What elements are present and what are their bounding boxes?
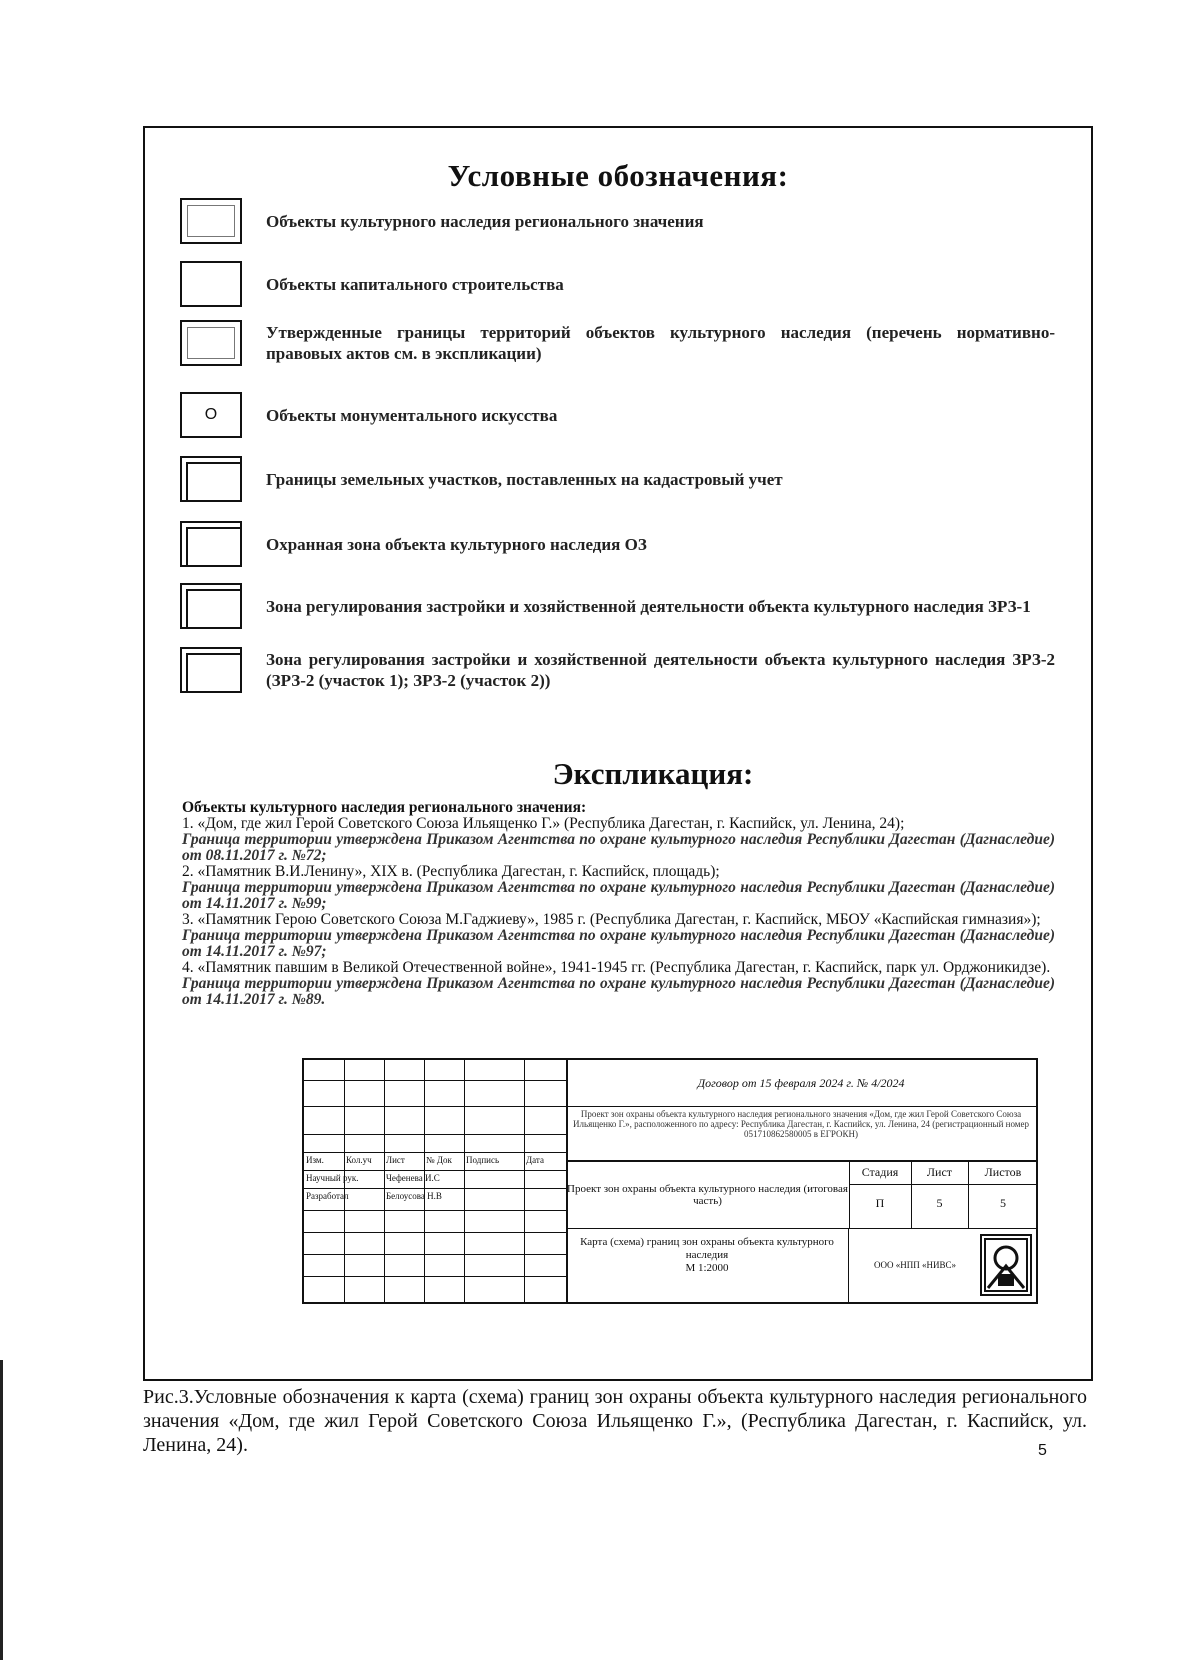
- contract-line: Договор от 15 февраля 2024 г. № 4/2024: [566, 1060, 1036, 1107]
- map-name-text: Карта (схема) границ зон охраны объекта культурного наследия: [580, 1236, 834, 1261]
- explication-body: [182, 800, 1055, 1008]
- legend-item: [180, 456, 1055, 502]
- stage-value: П: [875, 1196, 885, 1210]
- legend-item-label: Объекты капитального строительства: [266, 274, 564, 294]
- legend-title: Условные обозначения:: [447, 158, 789, 193]
- legend-item: [180, 261, 1055, 307]
- legend-item: [180, 320, 1055, 366]
- col-sign: Подпись: [466, 1155, 500, 1165]
- explication-note: Граница территории утверждена Приказом Агентства по охране культурного наследия Республики Дагестан (Дагнаследие) от 14.11.2017 г. №99;: [182, 879, 1055, 912]
- page-number: 5: [1038, 1442, 1047, 1459]
- legend-item: [180, 198, 1055, 244]
- staff-name-1: Чефенева И.С: [386, 1173, 440, 1183]
- col-izm: Изм.: [306, 1155, 324, 1165]
- col-kol: Кол.уч: [346, 1155, 372, 1165]
- title-block: [302, 1058, 1038, 1304]
- project-name: Проект зон охраны объекта культурного наследия (итоговая часть): [566, 1162, 850, 1229]
- explication-entry: 1. «Дом, где жил Герой Советского Союза Ильященко Г.» (Республика Дагестан, г. Каспийск, ул. Ленина, 24);: [182, 815, 905, 832]
- col-doc: № Док: [426, 1155, 452, 1165]
- legend-symbol-icon: [180, 320, 242, 366]
- stage-header: Стадия: [861, 1165, 899, 1179]
- legend-item-label: Зона регулирования застройки и хозяйственной деятельности объекта культурного наследия ЗРЗ-2 (ЗРЗ-2 (участок 1); ЗРЗ-2 (участок 2)): [266, 650, 1055, 690]
- drawing-frame: [143, 126, 1093, 1381]
- sheet-value: 5: [936, 1196, 943, 1210]
- figure-caption: Рис.3.Условные обозначения к карта (схема) границ зон охраны объекта культурного наследия регионального значения «Дом, где жил Герой Советского Союза Ильященко Г.», (Республика Дагестан, г. Каспийск, ул. Ленина, 24).: [143, 1386, 1087, 1456]
- explication-title: Экспликация:: [552, 756, 754, 791]
- staff-name-2: Белоусова Н.В: [386, 1191, 442, 1201]
- explication-entry: 2. «Памятник В.И.Ленину», XIX в. (Республика Дагестан, г. Каспийск, площадь);: [182, 863, 720, 880]
- organization-name: ООО «НПП «НИВС»: [873, 1260, 956, 1270]
- organization-logo-icon: [980, 1234, 1032, 1296]
- legend-item: [180, 392, 1055, 438]
- explication-entry: 4. «Памятник павшим в Великой Отечественной войне», 1941-1945 гг. (Республика Дагестан, г. Каспийск, парк ул. Орджоникидзе).: [182, 959, 1051, 976]
- staff-role-2: Разработал: [306, 1191, 349, 1201]
- project-description: Проект зон охраны объекта культурного наследия регионального значения «Дом, где жил Герой Советского Союза Ильященко Г.», расположенного по адресу: Республика Дагестан, г. Каспийск, ул. Ленина, 24 (регистрационный номер 051710862580005 в ЕГРОКН): [566, 1106, 1036, 1162]
- legend-item-label: Объекты монументального искусства: [266, 405, 558, 425]
- legend-item-label: Границы земельных участков, поставленных на кадастровый учет: [266, 469, 783, 489]
- legend-item: [180, 583, 1055, 629]
- legend-symbol-icon: [180, 456, 242, 502]
- revision-grid: [304, 1060, 568, 1302]
- legend-item-label: Охранная зона объекта культурного наследия ОЗ: [266, 534, 647, 554]
- explication-note: Граница территории утверждена Приказом Агентства по охране культурного наследия Республики Дагестан (Дагнаследие) от 08.11.2017 г. №72;: [182, 831, 1055, 864]
- legend-item-label: Объекты культурного наследия регионального значения: [266, 211, 704, 231]
- explication-note: Граница территории утверждена Приказом Агентства по охране культурного наследия Республики Дагестан (Дагнаследие) от 14.11.2017 г. №97;: [182, 927, 1055, 960]
- legend-symbol-icon: [180, 521, 242, 567]
- sheets-header: Листов: [984, 1165, 1022, 1179]
- explication-heading: Объекты культурного наследия регионального значения:: [182, 799, 587, 816]
- staff-role-1: Научный рук.: [306, 1173, 359, 1183]
- legend-item-label: Зона регулирования застройки и хозяйственной деятельности объекта культурного наследия ЗРЗ-1: [266, 596, 1031, 616]
- page-edge-mark: [0, 1360, 3, 1660]
- col-list: Лист: [386, 1155, 405, 1165]
- explication-note: Граница территории утверждена Приказом Агентства по охране культурного наследия Республики Дагестан (Дагнаследие) от 14.11.2017 г. №89.: [182, 975, 1055, 1008]
- legend-item: [180, 521, 1055, 567]
- legend-symbol-icon: О: [180, 392, 242, 438]
- legend-item: [180, 647, 1055, 693]
- map-title: [566, 1228, 849, 1302]
- col-date: Дата: [526, 1155, 544, 1165]
- map-scale: М 1:2000: [685, 1262, 729, 1274]
- legend-symbol-icon: [180, 647, 242, 693]
- sheet-header: Лист: [926, 1165, 953, 1179]
- sheets-value: 5: [1000, 1196, 1006, 1210]
- explication-entries: [182, 816, 1055, 1008]
- legend-item-label: Утвержденные границы территорий объектов культурного наследия (перечень нормативно-правовых актов см. в экспликации): [266, 323, 1055, 363]
- legend-symbol-icon: [180, 198, 242, 244]
- legend-symbol-icon: [180, 583, 242, 629]
- legend-symbol-icon: [180, 261, 242, 307]
- explication-entry: 3. «Памятник Герою Советского Союза М.Гаджиеву», 1985 г. (Республика Дагестан, г. Каспийск, МБОУ «Каспийская гимназия»);: [182, 911, 1041, 928]
- stage-table: [849, 1162, 1036, 1229]
